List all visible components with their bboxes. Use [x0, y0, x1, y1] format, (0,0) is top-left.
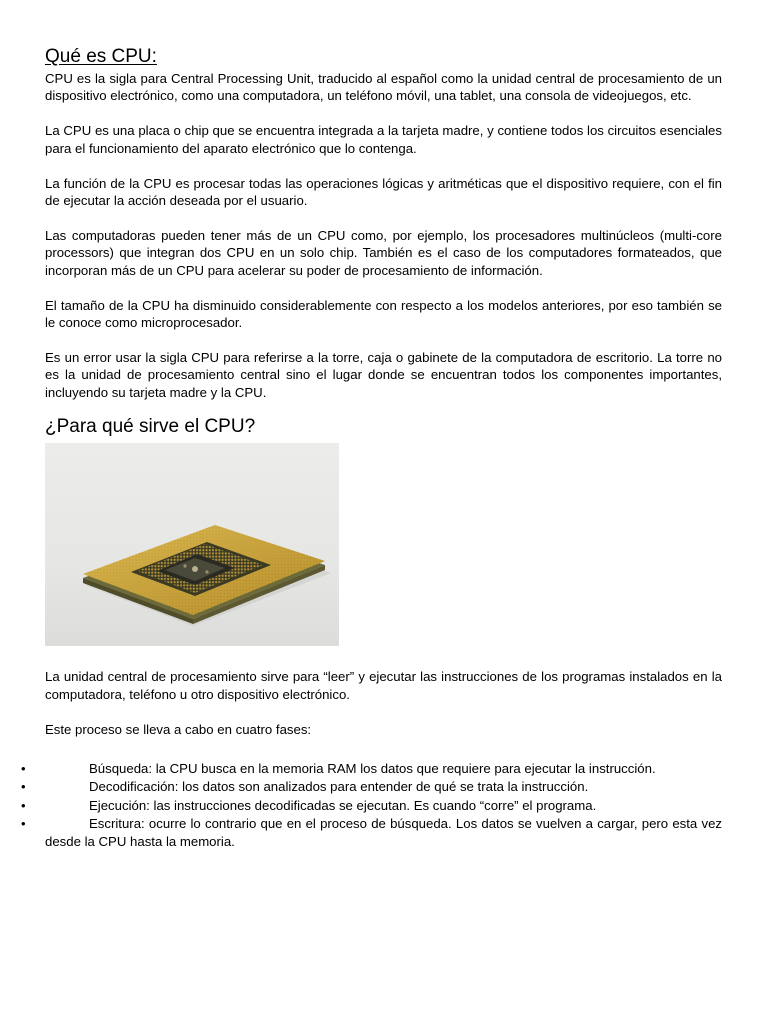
list-item: [21, 797, 722, 814]
phases-list: [21, 760, 722, 850]
bullet-icon: •: [21, 797, 26, 813]
cpu-chip-image: [45, 443, 339, 646]
paragraph-phases-intro: Este proceso se lleva a cabo en cuatro fases:: [45, 721, 312, 737]
document-page: [21, 44, 722, 851]
list-item: [21, 778, 722, 795]
paragraph-chip: La CPU es una placa o chip que se encuentra integrada a la tarjeta madre, y contiene todos los circuitos esenciales para el funcionamiento del aparato electrónico que lo contenga.: [45, 123, 722, 156]
paragraph-multicore: Las computadoras pueden tener más de un CPU como, por ejemplo, los procesadores multinúcleos (multi-core processors) que integran dos CPU en un solo chip. También es el caso de los computadores formateados, que incorporan más de un CPU para acelerar su poder de procesamiento de información.: [45, 227, 722, 278]
paragraph-definition: CPU es la sigla para Central Processing Unit, traducido al español como la unidad central de procesamiento de un dispositivo electrónico, como una computadora, un teléfono móvil, una tablet, una consola de videojuegos, etc.: [45, 71, 722, 104]
paragraph-function: La función de la CPU es procesar todas las operaciones lógicas y aritméticas que el dispositivo requiere, con el fin de ejecutar la acción deseada por el usuario.: [45, 175, 722, 209]
bullet-icon: •: [21, 816, 26, 832]
list-item: [21, 815, 722, 850]
paragraph-size: El tamaño de la CPU ha disminuido considerablemente con respecto a los modelos anteriores, por eso también se le conoce como microprocesador.: [45, 297, 722, 331]
phase-execute-text: Ejecución: las instrucciones decodificadas se ejecutan. Es cuando “corre” el programa.: [89, 797, 597, 813]
bullet-icon: •: [21, 760, 26, 776]
phase-write-text: Escritura: ocurre lo contrario que en el proceso de búsqueda. Los datos se vuelven a cargar, pero esta vez desde la CPU hasta la memoria.: [45, 816, 722, 849]
paragraph-purpose: La unidad central de procesamiento sirve para “leer” y ejecutar las instrucciones de los programas instalados en la computadora, teléfono u otro dispositivo electrónico.: [45, 669, 722, 702]
phase-search-text: Búsqueda: la CPU busca en la memoria RAM los datos que requiere para ejecutar la instrucción.: [89, 760, 656, 776]
heading-para-que-sirve: ¿Para qué sirve el CPU?: [45, 416, 256, 438]
phase-decode-text: Decodificación: los datos son analizados para entender de qué se trata la instrucción.: [89, 779, 589, 795]
bullet-icon: •: [21, 779, 26, 795]
list-item: [21, 760, 722, 777]
paragraph-tower: Es un error usar la sigla CPU para referirse a la torre, caja o gabinete de la computadora de escritorio. La torre no es la unidad de procesamiento central sino el lugar donde se encuentran todos los componentes importantes, incluyendo su tarjeta madre y la CPU.: [45, 349, 722, 400]
heading-que-es-cpu: Qué es CPU:: [45, 46, 157, 67]
